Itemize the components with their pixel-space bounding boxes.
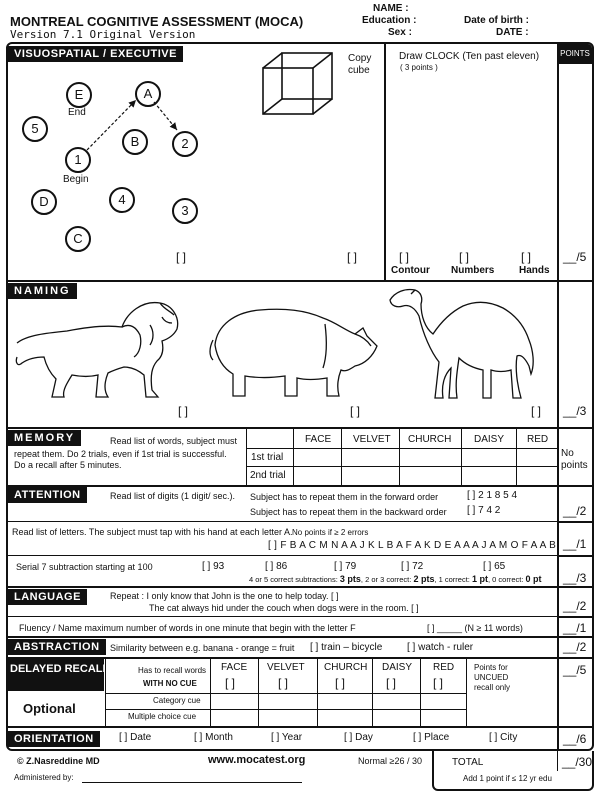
total-score[interactable]: __/30 (562, 755, 593, 769)
divider-orientation (6, 726, 594, 728)
recall-word-velvet: VELVET (267, 662, 305, 673)
memory-table-line (461, 429, 462, 485)
serial-3pts: 3 pts (339, 574, 361, 584)
delayed-recall-header: DELAYED RECALL (10, 663, 110, 675)
recall-word-face: FACE (221, 662, 248, 673)
fluency-score[interactable]: __/1 (563, 621, 587, 635)
memory-word-red: RED (527, 434, 549, 445)
naming-score[interactable]: __/3 (563, 404, 587, 418)
administered-by-label: Administered by: (14, 773, 74, 782)
trail-node-D: D (31, 189, 57, 215)
memory-word-church: CHURCH (408, 434, 452, 445)
divider-fluency (6, 616, 557, 617)
memory-table-line (293, 429, 294, 485)
serial-0pt: 0 pt (525, 574, 542, 584)
recall-word-red: RED (433, 662, 455, 673)
contour-checkbox[interactable]: [ ] (399, 250, 410, 264)
recall-has-to: Has to recall words (138, 666, 207, 675)
rhino-drawing (205, 300, 383, 400)
recall-score[interactable]: __/5 (563, 663, 587, 677)
divider-fluency-score (557, 616, 594, 618)
camel-checkbox[interactable]: [ ] (531, 404, 542, 418)
serial-79[interactable]: [ ] 79 (334, 561, 357, 572)
hands-label: Hands (519, 265, 550, 276)
sex-label: Sex : (388, 27, 412, 38)
education-label: Education : (362, 15, 417, 26)
recall-red-checkbox[interactable]: [ ] (433, 676, 444, 690)
serial-rule-1: 4 or 5 correct subtractions: (249, 575, 338, 584)
memory-word-daisy: DAISY (474, 434, 505, 445)
numbers-label: Numbers (451, 265, 495, 276)
orientation-year[interactable]: [ ] Year (271, 732, 303, 743)
recall-word-daisy: DAISY (382, 662, 413, 673)
optional-label: Optional (23, 701, 76, 716)
trial-2-label: 2nd trial (250, 470, 286, 481)
lion-drawing (12, 295, 182, 405)
recall-no-cue: WITH NO CUE (143, 679, 197, 688)
repeat-sentence-2: The cat always hid under the couch when dogs were in the room. [ ] (149, 603, 419, 613)
recall-table-line (105, 709, 466, 710)
clock-title: Draw CLOCK (Ten past eleven) (399, 51, 540, 62)
orientation-day[interactable]: [ ] Day (344, 732, 373, 743)
cube-checkbox[interactable]: [ ] (347, 250, 358, 264)
memory-instr-2: repeat them. Do 2 trials, even if 1st trial is successful. (14, 449, 227, 459)
orientation-place[interactable]: [ ] Place (413, 732, 450, 743)
rhino-checkbox[interactable]: [ ] (350, 404, 361, 418)
divider-serial-score (557, 555, 594, 557)
version-label: Version 7.1 Original Version (10, 28, 196, 41)
total-divider (557, 751, 558, 771)
divider-memory (6, 427, 594, 429)
name-label: NAME : (373, 3, 409, 14)
fluency-box[interactable]: [ ] _____ (N ≥ 11 words) (427, 623, 523, 633)
serial-rule-4: , 0 correct: (488, 575, 524, 584)
administered-by-line[interactable] (82, 782, 302, 783)
memory-no-points: No points (561, 448, 588, 471)
orientation-date[interactable]: [ ] Date (119, 732, 152, 743)
digits-instruction: Read list of digits (1 digit/ sec.). (110, 491, 236, 501)
copyright: © Z.Nasreddine MD (17, 756, 100, 766)
recall-face-checkbox[interactable]: [ ] (225, 676, 236, 690)
trail-node-C: C (65, 226, 91, 252)
trail-node-A: A (135, 81, 161, 107)
naming-header: NAMING (8, 283, 77, 299)
serial-72[interactable]: [ ] 72 (401, 561, 424, 572)
forward-instruction: Subject has to repeat them in the forward order (250, 492, 439, 502)
forward-digits[interactable]: [ ] 2 1 8 5 4 (467, 490, 518, 501)
memory-table-line (246, 448, 557, 449)
dob-label: Date of birth : (464, 15, 529, 26)
serial-65[interactable]: [ ] 65 (483, 561, 506, 572)
serial-rule-3: , 1 correct: (434, 575, 470, 584)
memory-word-face: FACE (305, 434, 332, 445)
trail-node-4: 4 (109, 187, 135, 213)
hands-checkbox[interactable]: [ ] (521, 250, 532, 264)
camel-drawing (385, 284, 545, 404)
numbers-checkbox[interactable]: [ ] (459, 250, 470, 264)
abstraction-instruction: Similarity between e.g. banana - orange = fruit (110, 643, 295, 653)
recall-points-note: Points for UNCUED recall only (474, 663, 511, 692)
abstraction-score[interactable]: __/2 (563, 640, 587, 654)
divider-naming (6, 280, 594, 282)
recall-velvet-checkbox[interactable]: [ ] (278, 676, 289, 690)
cube-drawing (255, 50, 340, 120)
trail-begin-label: Begin (63, 174, 89, 185)
orientation-month[interactable]: [ ] Month (194, 732, 233, 743)
recall-church-checkbox[interactable]: [ ] (335, 676, 346, 690)
copy-cube-label: Copy cube (348, 53, 372, 76)
date-label: DATE : (496, 27, 529, 38)
divider-serial (6, 555, 557, 556)
multiple-choice-label: Multiple choice cue (128, 712, 197, 721)
orientation-score[interactable]: __/6 (563, 732, 587, 746)
page-title: MONTREAL COGNITIVE ASSESSMENT (MOCA) (10, 14, 304, 29)
memory-table-line (246, 466, 557, 467)
serial-93[interactable]: [ ] 93 (202, 561, 225, 572)
trail-node-E: E (66, 82, 92, 108)
memory-word-velvet: VELVET (353, 434, 391, 445)
serial-instruction: Serial 7 subtraction starting at 100 (16, 562, 153, 572)
language-header: LANGUAGE (8, 589, 87, 605)
letters-sequence[interactable]: [ ] F B A C M N A A J K L B A F A K D E A A A J A M O F A A B (268, 540, 557, 551)
backward-digits[interactable]: [ ] 7 4 2 (467, 505, 501, 516)
orientation-city[interactable]: [ ] City (489, 732, 518, 743)
lion-checkbox[interactable]: [ ] (178, 404, 189, 418)
visuospatial-header: VISUOSPATIAL / EXECUTIVE (8, 46, 183, 62)
recall-table-line (466, 659, 467, 726)
points-column-divider (557, 42, 559, 751)
serial-scoring-rule (249, 575, 542, 584)
clock-points: ( 3 points ) (400, 63, 438, 72)
trail-node-2: 2 (172, 131, 198, 157)
clock-divider (384, 42, 386, 280)
recall-word-church: CHURCH (324, 662, 368, 673)
normal-range: Normal ≥26 / 30 (358, 756, 422, 766)
recall-table-line (105, 693, 466, 694)
total-label: TOTAL (452, 757, 484, 768)
memory-instr-1: Read list of words, subject must (110, 436, 238, 446)
memory-header: MEMORY (8, 430, 81, 446)
letters-no-points: No points if ≥ 2 errors (292, 528, 369, 537)
points-header: POINTS (558, 44, 592, 64)
memory-table-line (246, 429, 247, 485)
repeat-sentence-1: Repeat : I only know that John is the one to help today. [ ] (110, 591, 339, 601)
trail-node-3: 3 (172, 198, 198, 224)
letters-instruction: Read list of letters. The subject must tap with his hand at each letter A. (12, 527, 293, 537)
serial-score[interactable]: __/3 (563, 571, 587, 585)
trail-checkbox[interactable]: [ ] (176, 250, 187, 264)
serial-rule-2: , 2 or 3 correct: (360, 575, 412, 584)
abstraction-header: ABSTRACTION (8, 639, 106, 655)
trial-1-label: 1st trial (251, 452, 284, 463)
category-cue-label: Category cue (153, 696, 201, 705)
fluency-instruction: Fluency / Name maximum number of words in one minute that begin with the letter F (19, 623, 356, 633)
trail-end-label: End (68, 107, 86, 118)
abstraction-item-2[interactable]: [ ] watch - ruler (407, 642, 474, 653)
abstraction-item-1[interactable]: [ ] train – bicycle (310, 642, 383, 653)
website-link[interactable]: www.mocatest.org (208, 754, 306, 766)
divider-letters (6, 521, 557, 522)
divider-language (6, 586, 594, 588)
trail-node-5: 5 (22, 116, 48, 142)
trail-node-1: 1 (65, 147, 91, 173)
visuospatial-score[interactable]: __/5 (563, 250, 587, 264)
divider-attention (6, 485, 594, 487)
recall-daisy-checkbox[interactable]: [ ] (386, 676, 397, 690)
memory-table-line (516, 429, 517, 485)
serial-2pts: 2 pts (413, 574, 435, 584)
trail-node-B: B (122, 129, 148, 155)
repeat-score[interactable]: __/2 (563, 599, 587, 613)
memory-table-line (399, 429, 400, 485)
memory-table-line (341, 429, 342, 485)
backward-instruction: Subject has to repeat them in the backward order (250, 507, 447, 517)
letters-score[interactable]: __/1 (563, 537, 587, 551)
digits-score[interactable]: __/2 (563, 504, 587, 518)
serial-1pt: 1 pt (471, 574, 488, 584)
attention-header: ATTENTION (8, 487, 87, 503)
divider-abstraction (6, 636, 594, 638)
divider-letters-score (557, 521, 594, 523)
orientation-header: ORIENTATION (8, 731, 100, 747)
education-adjust-note: Add 1 point if ≤ 12 yr edu (463, 774, 552, 783)
contour-label: Contour (391, 265, 430, 276)
memory-instr-3: Do a recall after 5 minutes. (14, 460, 122, 470)
serial-86[interactable]: [ ] 86 (265, 561, 288, 572)
